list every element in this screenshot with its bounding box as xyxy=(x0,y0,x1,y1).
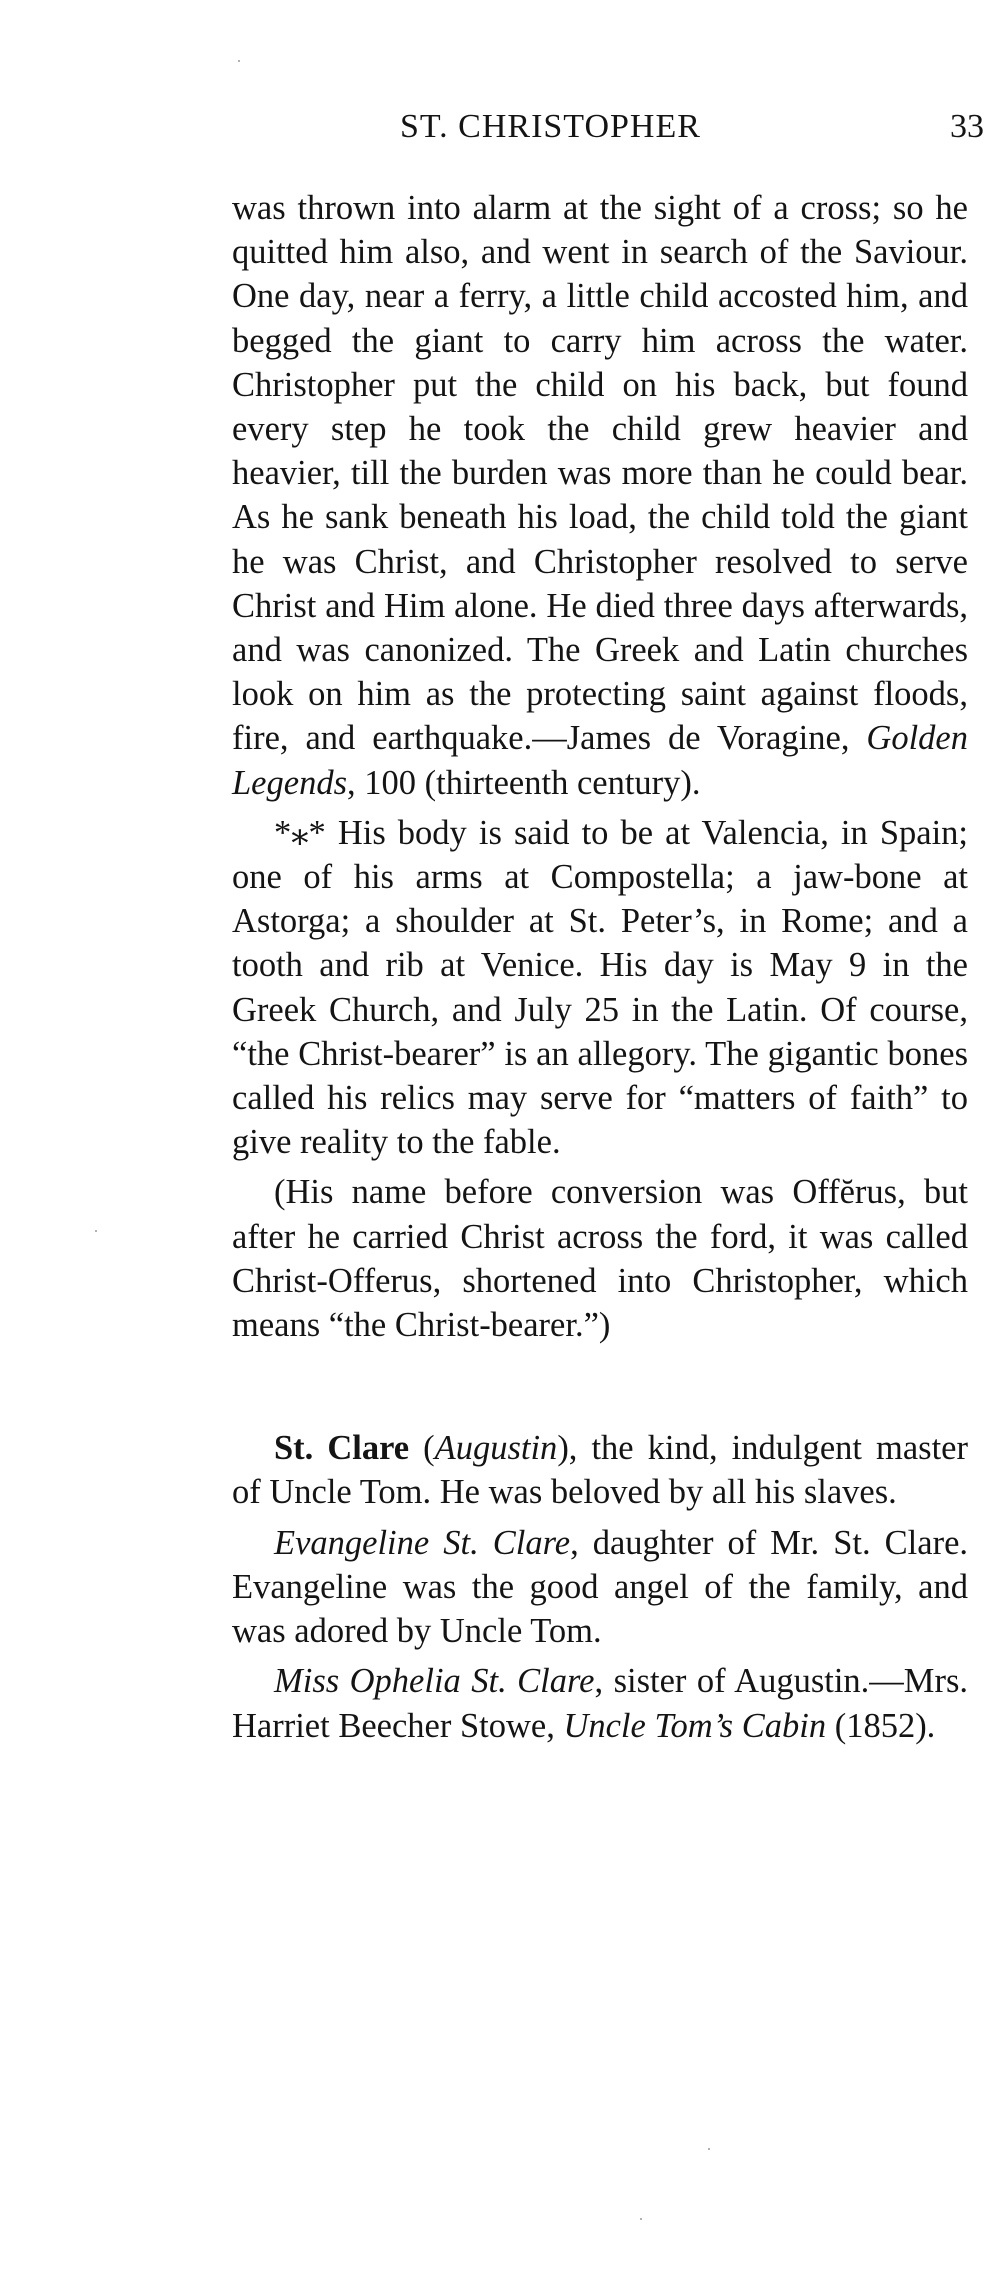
relics-text: His body is said to be at Valencia, in Spain; one of his arms at Compostella; a jaw-bone at Astorga; a shoulder at St. Peter’s, in Rome; and a tooth and rib at Venice. His day is May 9 in the Greek Church, and July 25 in the Latin. Of course, “the Christ-bearer” is an allegory. The gigantic bones called his relics may serve for “matters of faith” to give reality to the fable. xyxy=(232,813,968,1162)
st-clare-desc: ), the kind, indulgent master of Uncle Tom. He was beloved by all his slaves. xyxy=(232,1429,968,1512)
st-clare-first-name: Augustin xyxy=(434,1429,558,1468)
ophelia-year: (1852). xyxy=(826,1706,936,1745)
christopher-tail: , 100 (thirteenth century). xyxy=(347,763,701,802)
paper-speck xyxy=(708,2148,710,2150)
christopher-text: was thrown into alarm at the sight of a cross; so he quitted him also, and went in search of the Saviour. One day, near a ferry, a little child accosted him, and begged the giant to carry him across the water. Christopher put the child on his back, but found every step he took the child grew heavier and heavier, till the burden was more than he could bear. As he sank beneath his load, the child told the giant he was Christ, and Christopher resolved to serve Christ and Him alone. He died three days afterwards, and was canonized. The Greek and Latin churches look on him as the protecting saint against floods, fire, and earthquake.—James de Voragine, xyxy=(232,189,968,758)
evangeline-name: Evangeline St. Clare xyxy=(274,1523,571,1562)
name-note: (His name before conversion was Offĕrus, but after he carried Christ across the ford, it was called Christ-Offerus, shortened into Christopher, which means “the Christ-bearer.”) xyxy=(232,1173,968,1345)
paper-speck xyxy=(95,1230,97,1232)
ophelia-name: Miss Ophelia St. Clare xyxy=(274,1662,595,1701)
page-header xyxy=(0,108,1000,156)
paper-speck xyxy=(238,60,240,62)
st-clare-headword: St. Clare xyxy=(274,1429,410,1468)
running-title: ST. CHRISTOPHER xyxy=(400,108,701,145)
evangeline-entry xyxy=(232,1521,968,1654)
page-body xyxy=(232,186,968,1748)
ophelia-desc: , sister of Augustin.—Mrs. Harriet Beecher Stowe, xyxy=(232,1662,969,1745)
st-clare-paren: ( xyxy=(409,1429,435,1468)
asterism-marker: *⁎* xyxy=(274,813,326,852)
uncle-toms-cabin-title: Uncle Tom’s Cabin xyxy=(563,1706,827,1745)
relics-note xyxy=(232,811,968,1165)
page-number: 33 xyxy=(950,108,984,145)
st-clare-entry xyxy=(232,1426,968,1514)
golden-legends-title: Golden Legends xyxy=(232,719,968,802)
evangeline-desc: , daughter of Mr. St. Clare. Evangeline was the good angel of the family, and was adored by Uncle Tom. xyxy=(232,1523,969,1651)
christopher-paragraph xyxy=(232,186,968,805)
ophelia-entry xyxy=(232,1659,968,1747)
entry-separator xyxy=(232,1347,968,1426)
paper-speck xyxy=(640,2218,642,2220)
